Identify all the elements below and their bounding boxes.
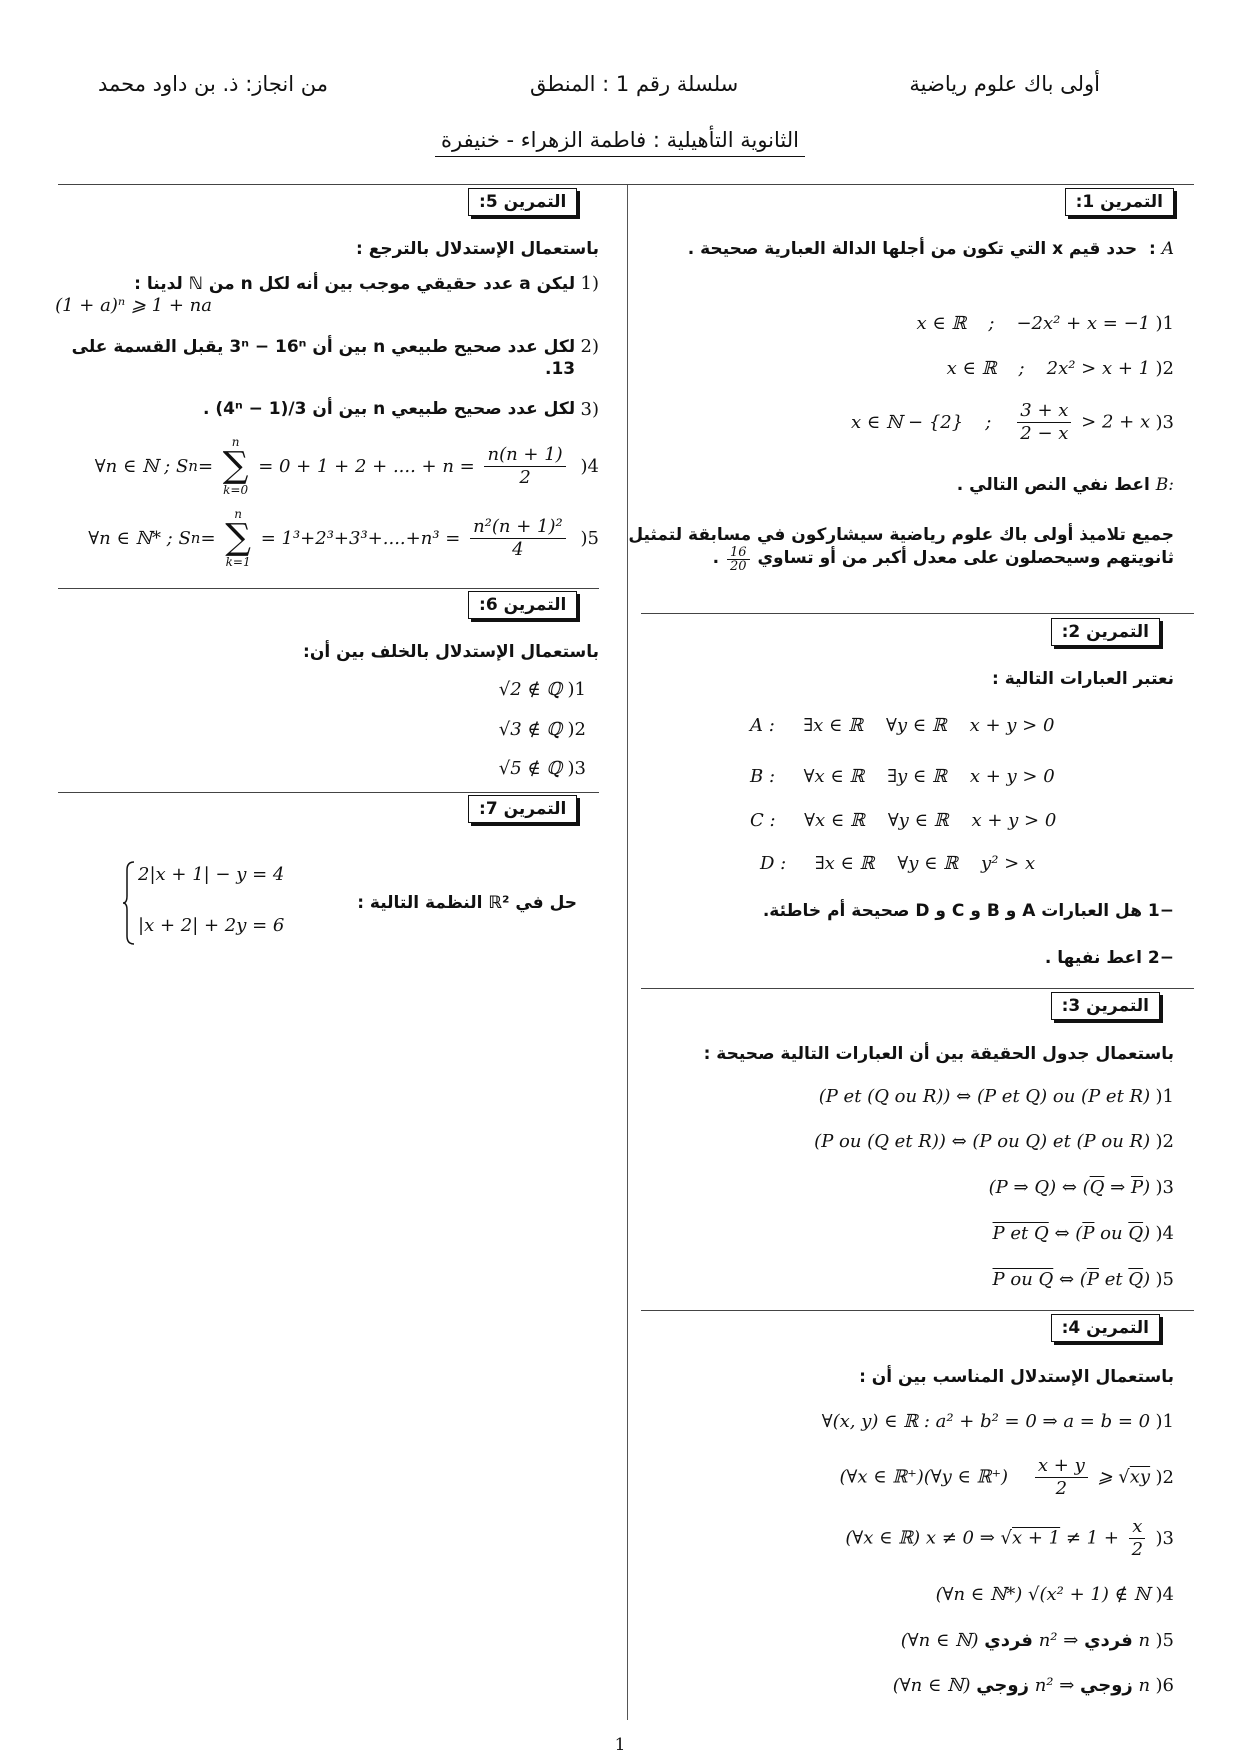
item-number: 2 (1162, 358, 1174, 379)
prop-quantifier-1: ∀x ∈ ℝ (803, 766, 865, 787)
ex1-part-a: A : حدد قيم x التي تكون من أجلها الدالة العبارية صحيحة . (687, 239, 1174, 259)
ex7-system (122, 860, 312, 946)
item-number: 2 (574, 719, 586, 740)
ex1-item-2: 2 ) 2x² > x + 1 ; x ∈ ℝ (946, 358, 1174, 379)
item-number: 1 (1162, 1086, 1174, 1107)
proposition-b (750, 766, 1055, 787)
proposition-d (760, 853, 1035, 874)
ex6-equation-2: √3 ∉ ℚ (498, 719, 563, 740)
exercise-7-title: التمرين 7: (468, 795, 577, 823)
item-number: 4 (587, 455, 599, 477)
implication: n² ⇒ (1038, 1630, 1079, 1651)
prop-quantifier-2: ∀y ∈ ℝ (887, 810, 949, 831)
item-number: 2 (1162, 1467, 1174, 1488)
item-number: 5 (1162, 1269, 1174, 1290)
prop-quantifier-1: ∃x ∈ ℝ (814, 853, 875, 874)
prop-quantifier-2: ∀y ∈ ℝ (885, 715, 947, 736)
column-divider (627, 184, 628, 1720)
prop-name: B : (750, 766, 776, 787)
grade-denominator: 20 (729, 559, 747, 574)
ex4-item-6: 6 ) (∀n ∈ ℕ) زوجي n² ⇒ زوجي n (892, 1675, 1174, 1696)
item-number: 3 (574, 758, 586, 779)
ex5-item-3: 3) لكل عدد صحيح طبيعي n بين أن 3/(4ⁿ − 1) . (202, 398, 599, 420)
ex6-item-1: 1 ) √2 ∉ ℚ (498, 679, 586, 700)
ex6-item-2: 2 ) √3 ∉ ℚ (498, 719, 586, 740)
top-divider (58, 184, 1194, 185)
page-number: 1 (614, 1735, 626, 1755)
prop-formula: x + y > 0 (969, 715, 1055, 736)
ex2-intro: نعتبر العبارات التالية : (992, 669, 1174, 689)
item-number: 5 (587, 527, 599, 549)
prop-name: A : (750, 715, 775, 736)
implication: n² ⇒ (1034, 1675, 1075, 1696)
ex5-intro: باستعمال الإستدلال بالترجع : (355, 239, 599, 259)
grade-numerator: 16 (727, 546, 750, 560)
ex4-equation-4: (∀n ∈ ℕ*) √(x² + 1) ∉ ℕ (935, 1584, 1151, 1605)
quantifier: (∀n ∈ ℕ) (900, 1630, 979, 1651)
ex1-part-b (614, 474, 1174, 496)
prop-formula: y² > x (981, 853, 1036, 874)
ex5-item-1-text: ليكن a عدد حقيقي موجب بين أنه لكل n من ℕ لدينا : (134, 274, 576, 294)
ex1-item-3: 3 ) $\frac{3 + x}{2 - x}$ > 2 + x ; x ∈ ℕ − {2} (850, 400, 1174, 444)
ex5-item-5: 5 ) ∀n ∈ ℕ* ; S n = n ∑ k=1 = 1³+2³+3³+....+n³ = $\frac{\text{n²(n + 1)²}}{4}$ (88, 507, 599, 569)
series-title: سلسلة رقم 1 : المنطق (530, 72, 739, 96)
ex5-item-1-equation: (1 + a)ⁿ ⩾ 1 + na (55, 295, 212, 316)
prop-quantifier-1: ∃x ∈ ℝ (803, 715, 864, 736)
ex2-question-1: −1 هل العبارات A و B و C و D صحيحة أم خاطئة. (762, 901, 1174, 921)
item-number: 3 (1162, 1177, 1174, 1198)
exercise-4-title: التمرين 4: (1051, 1314, 1160, 1342)
ex7-text: حل في ℝ² النظمة التالية : (357, 893, 577, 913)
ex4-item-5: 5 ) (∀n ∈ ℕ) فردي n² ⇒ فردي n (900, 1630, 1174, 1651)
prop-formula: x + y > 0 (969, 766, 1055, 787)
ex3-item-3: 3 ) (P ⇒ Q) ⇔ ($\overline{Q}$ ⇒ $\overline{P}$) (988, 1177, 1174, 1198)
ex4-item-1: 1 ) ∀(x, y) ∈ ℝ : a² + b² = 0 ⇒ a = b = 0 (821, 1411, 1174, 1432)
variable-n: n (1138, 1675, 1151, 1696)
class-level: أولى باك علوم رياضية (909, 72, 1100, 96)
exercise-6-title: التمرين 6: (468, 591, 577, 619)
prop-name: D : (760, 853, 787, 874)
part-b-label: B: (1155, 475, 1174, 495)
ex3-item-5: 5 ) P ou Q ⇔ ($\overline{P}$ et $\overline{Q}$) (992, 1269, 1174, 1290)
ex6-equation-3: √5 ∉ ℚ (498, 758, 563, 779)
ex1-item-1: 1 ) −2x² + x = −1 ; x ∈ ℝ (916, 313, 1174, 334)
ex6-intro: باستعمال الإستدلال بالخلف بين أن: (303, 642, 599, 662)
ex2-question-2: −2 اعط نفيها . (1044, 948, 1174, 968)
prop-quantifier-2: ∃y ∈ ℝ (887, 766, 947, 787)
ex4-equation-1: ∀(x, y) ∈ ℝ : a² + b² = 0 ⇒ a = b = 0 (821, 1411, 1151, 1432)
ex4-intro: باستعمال الإستدلال المناسب بين أن : (859, 1367, 1174, 1387)
proposition-c (750, 810, 1056, 831)
exercise-5-title: التمرين 5: (468, 188, 577, 216)
fraction-denominator: 2 − x (1020, 423, 1069, 444)
ex3-item-2: 2 ) (P ou (Q et R)) ⇔ (P ou Q) et (P ou R) (814, 1131, 1174, 1152)
ex3-bottom-rule (641, 1310, 1194, 1311)
item-number: 5 (1162, 1630, 1174, 1651)
item-number: 1 (574, 679, 586, 700)
part-a-label: A (1161, 239, 1174, 259)
item-number: 3 (1162, 1528, 1174, 1549)
ex4-item-4: 4 ) (∀n ∈ ℕ*) √(x² + 1) ∉ ℕ (935, 1584, 1174, 1605)
ex5-bottom-rule (58, 588, 599, 589)
negation-text: جميع تلاميذ أولى باك علوم رياضية سيشاركون في مسابقة لتمثيل ثانويتهم وسيحصلون على معدل أكبر من أو تساوي (628, 525, 1174, 568)
exercise-2-title: التمرين 2: (1051, 618, 1160, 646)
ex5-item-4: 4 ) ∀n ∈ ℕ ; S n = n ∑ k=0 = 0 + 1 + 2 + .... + n = $\frac{n(n + 1)}{2}$ (94, 435, 599, 497)
fraction-numerator: 3 + x (1017, 400, 1071, 423)
ex6-equation-1: √2 ∉ ℚ (498, 679, 563, 700)
prop-formula: x + y > 0 (971, 810, 1057, 831)
system-equation-2: |x + 2| + 2y = 6 (138, 915, 285, 936)
item-number: 3 (1162, 412, 1174, 433)
word-even-2: زوجي (1080, 1675, 1133, 1696)
word-odd: فردي (984, 1630, 1033, 1651)
prop-quantifier-2: ∀y ∈ ℝ (897, 853, 959, 874)
prop-quantifier-1: ∀x ∈ ℝ (804, 810, 865, 831)
item-number: 4 (1162, 1223, 1174, 1244)
ex2-bottom-rule (641, 988, 1194, 989)
author: من انجاز: ذ. بن داود محمد (98, 72, 328, 96)
part-b-text: اعط نفي النص التالي . (956, 475, 1150, 495)
ex1-equation-3 (1013, 400, 1150, 445)
ex3-intro: باستعمال جدول الحقيقة بين أن العبارات التالية صحيحة : (703, 1044, 1174, 1064)
ex4-item-2: 2 ) (∀x ∈ ℝ⁺)(∀y ∈ ℝ⁺) $\frac{x + y}{2}$ ⩾ √xy (839, 1455, 1174, 1499)
prop-name: C : (750, 810, 776, 831)
ex5-item-2-text: لكل عدد صحيح طبيعي n بين أن 3ⁿ − 16ⁿ يقبل القسمة على 13. (71, 337, 576, 379)
item-number: 6 (1162, 1675, 1174, 1696)
ex3-item-1: 1 ) (P et (Q ou R)) ⇔ (P et Q) ou (P et R) (818, 1086, 1174, 1107)
ex1-domain-2: x ∈ ℝ (946, 358, 997, 379)
ex5-item-1: 1) ليكن a عدد حقيقي موجب بين أنه لكل n من ℕ لدينا : (1 + a)ⁿ ⩾ 1 + na (55, 273, 599, 316)
ex6-item-3: 3 ) √5 ∉ ℚ (498, 758, 586, 779)
ex3-item-4: 4 ) P et Q ⇔ ($\overline{P}$ ou $\overline{Q}$) (992, 1223, 1174, 1244)
ex1-domain-1: x ∈ ℝ (916, 313, 967, 334)
item-number: 4 (1162, 1584, 1174, 1605)
exercise-3-title: التمرين 3: (1051, 992, 1160, 1020)
ex1-text-to-negate: جميع تلاميذ أولى باك علوم رياضية سيشاركون في مسابقة لتمثيل ثانويتهم وسيحصلون على معدل أكبر من أو تساوي $\frac{16}{20}$ . (628, 525, 1174, 574)
part-a-text: حدد قيم x التي تكون من أجلها الدالة العبارية صحيحة . (687, 239, 1138, 259)
brace-icon (122, 860, 136, 946)
ex5-item-3-text: لكل عدد صحيح طبيعي n بين أن 3/(4ⁿ − 1) . (202, 399, 576, 419)
exercise-1-title: التمرين 1: (1065, 188, 1174, 216)
item-number: 1 (1162, 313, 1174, 334)
ex6-bottom-rule (58, 792, 599, 793)
ex1-bottom-rule (641, 613, 1194, 614)
ex1-domain-3: x ∈ ℕ − {2} (850, 412, 964, 433)
item-number: 1 (1162, 1411, 1174, 1432)
word-even: زوجي (976, 1675, 1029, 1696)
ex1-equation-1: −2x² + x = −1 (1016, 313, 1151, 334)
quantifier: (∀n ∈ ℕ) (892, 1675, 971, 1696)
school-name-text: الثانوية التأهيلية : فاطمة الزهراء - خنيفرة (435, 128, 805, 157)
word-odd-2: فردي (1084, 1630, 1133, 1651)
proposition-a (750, 715, 1054, 736)
school-name (0, 128, 1240, 152)
inequality-rhs: > 2 + x (1081, 411, 1151, 433)
item-number: 2 (1162, 1131, 1174, 1152)
ex1-equation-2: 2x² > x + 1 (1046, 358, 1151, 379)
variable-n: n (1138, 1630, 1151, 1651)
ex5-item-2: 2) لكل عدد صحيح طبيعي n بين أن 3ⁿ − 16ⁿ يقبل القسمة على 13. (39, 336, 599, 380)
system-equation-1: 2|x + 1| − y = 4 (138, 864, 285, 885)
ex4-item-3: 3 ) (∀x ∈ ℝ) x ≠ 0 ⇒ √x + 1 ≠ 1 + $\frac{x}{2}$ (845, 1516, 1174, 1560)
